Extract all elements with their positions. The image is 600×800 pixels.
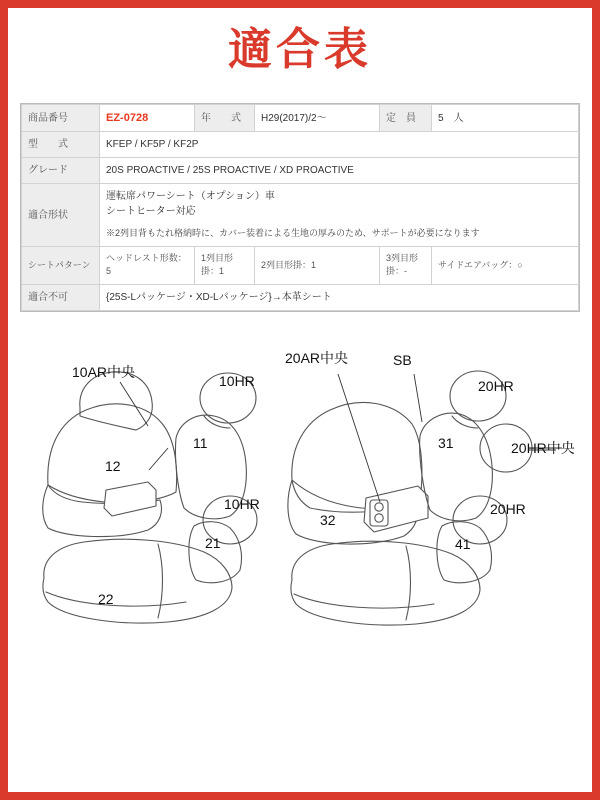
table-row bbox=[22, 104, 579, 132]
spec-table-wrapper bbox=[20, 103, 580, 312]
value-product-number bbox=[100, 104, 195, 132]
pattern-segment-2: 2列目形掛：1 bbox=[255, 246, 380, 284]
shape-line-1: 運転席パワーシート（オプション）車 bbox=[106, 191, 275, 203]
pattern-segment-4: サイドエアバッグ：○ bbox=[432, 246, 579, 284]
diagram-label-sb: SB bbox=[393, 351, 412, 368]
label-incompatible: 適合不可 bbox=[22, 284, 100, 310]
label-seat-pattern: シートパターン bbox=[22, 246, 100, 284]
shape-line-2: シートヒーター対応 bbox=[106, 206, 196, 218]
value-capacity: 5 人 bbox=[432, 104, 579, 132]
table-row bbox=[22, 284, 579, 310]
product-code: EZ-0728 bbox=[106, 111, 149, 124]
label-model: 型 式 bbox=[22, 132, 100, 158]
diagram-label-11: 11 bbox=[193, 434, 208, 451]
label-product-number: 商品番号 bbox=[22, 104, 100, 132]
diagram-label-20hr-second: 20HR bbox=[490, 500, 526, 517]
pattern-segment-0: ヘッドレスト形数：5 bbox=[100, 246, 195, 284]
diagram-label-10hr-top: 10HR bbox=[219, 372, 255, 389]
diagram-label-10hr-second: 10HR bbox=[224, 495, 260, 512]
label-grade: グレード bbox=[22, 158, 100, 184]
diagram-label-20hr-top: 20HR bbox=[478, 377, 514, 394]
diagram-label-22: 22 bbox=[98, 590, 114, 607]
diagram-label-41: 41 bbox=[455, 535, 471, 552]
pattern-segment-1: 1列目形掛：1 bbox=[195, 246, 255, 284]
pattern-segment-3: 3列目形掛：- bbox=[380, 246, 432, 284]
diagram-label-10ar-center: 10AR中央 bbox=[72, 363, 136, 380]
diagram-label-32: 32 bbox=[320, 511, 336, 528]
label-year: 年 式 bbox=[195, 104, 255, 132]
shape-note: ※2列目背もたれ格納時に、カバー装着による生地の厚みのため、サポートが必要になります bbox=[106, 228, 480, 239]
page-title: 適合表 bbox=[228, 24, 372, 75]
label-shape: 適合形状 bbox=[22, 184, 100, 247]
label-capacity: 定 員 bbox=[380, 104, 432, 132]
diagram-label-12: 12 bbox=[105, 457, 121, 474]
table-row bbox=[22, 158, 579, 184]
value-year: H29(2017)/2〜 bbox=[255, 104, 380, 132]
value-grade: 20S PROACTIVE / 25S PROACTIVE / XD PROACTIVE bbox=[100, 158, 579, 184]
table-row bbox=[22, 246, 579, 284]
value-shape bbox=[100, 184, 579, 247]
table-row bbox=[22, 132, 579, 158]
seat-diagram bbox=[8, 330, 592, 710]
value-incompatible: {25S-Lパッケージ・XD-Lパッケージ}→本革シート bbox=[100, 284, 579, 310]
diagram-label-20ar-center: 20AR中央 bbox=[285, 349, 349, 366]
document-page bbox=[8, 8, 592, 792]
diagram-label-20hr-center: 20HR中央 bbox=[511, 439, 575, 456]
diagram-label-31: 31 bbox=[438, 434, 454, 451]
spec-table bbox=[21, 104, 579, 311]
diagram-label-21: 21 bbox=[205, 534, 221, 551]
table-row bbox=[22, 184, 579, 247]
value-model: KFEP / KF5P / KF2P bbox=[100, 132, 579, 158]
